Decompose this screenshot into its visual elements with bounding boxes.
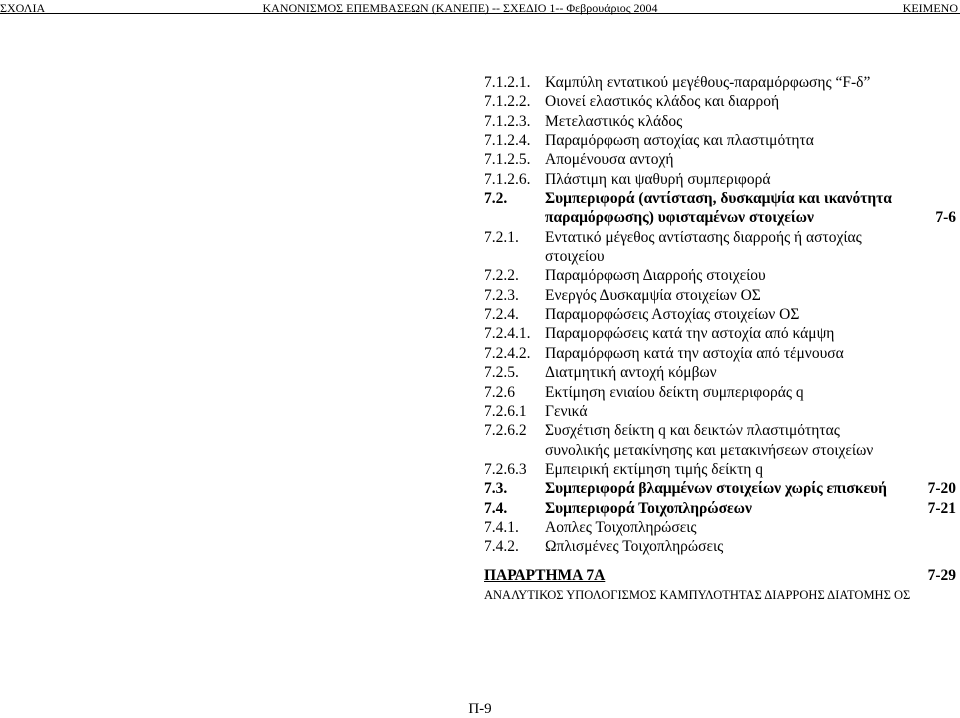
toc-entry: [0, 131, 960, 150]
toc-entry-number: 7.2.6.2: [484, 422, 527, 440]
toc-entry: [0, 73, 960, 92]
toc-entry-title: Μετελαστικός κλάδος: [545, 112, 683, 130]
toc-entry-title: Ενεργός Δυσκαμψία στοιχείων ΟΣ: [545, 286, 761, 304]
toc-entry-title: Συμπεριφορά βλαμμένων στοιχείων χωρίς επισκευή: [545, 480, 887, 498]
toc-entry-title: Οιονεί ελαστικός κλάδος και διαρροή: [545, 93, 780, 111]
toc-entry-number: 7.1.2.2.: [484, 93, 531, 111]
toc-entry-number: 7.3.: [484, 480, 508, 498]
toc-entry-number: 7.2.4.1.: [484, 325, 531, 343]
toc-entry-title: Καμπύλη εντατικού μεγέθους-παραμόρφωσης “F-δ”: [545, 74, 871, 91]
toc-entry: [0, 344, 960, 363]
toc-entry-title: Παραμορφώσεις Αστοχίας στοιχείων ΟΣ: [545, 306, 800, 324]
toc-entry-title: Εμπειρική εκτίμηση τιμής δείκτη q: [545, 460, 764, 478]
toc-entry: [0, 479, 960, 498]
toc-entry-title: Απομένουσα αντοχή: [545, 151, 674, 169]
toc-entry-number: 7.1.2.5.: [484, 151, 531, 169]
toc-entry-number: 7.1.2.6.: [484, 170, 531, 188]
toc-entry: [0, 441, 960, 460]
toc-entry-page: 7-20: [927, 480, 956, 498]
appendix-description: ΑΝΑΛΥΤΙΚΟΣ ΥΠΟΛΟΓΙΣΜΟΣ ΚΑΜΠΥΛΟΤΗΤΑΣ ΔΙΑΡΡΟΗΣ ΔΙΑΤΟΜΗΣ ΟΣ: [484, 588, 911, 602]
toc-entry: [0, 208, 960, 227]
toc-entry-number: 7.2.1.: [484, 228, 519, 246]
toc-entry: [0, 112, 960, 131]
toc-entry-title: Εκτίμηση ενιαίου δείκτη συμπεριφοράς q: [545, 383, 804, 401]
toc-entry-title: παραμόρφωσης) υφισταμένων στοιχείων: [545, 209, 814, 227]
toc-entry-number: 7.1.2.3.: [484, 112, 531, 130]
toc-entry-title: Παραμόρφωση αστοχίας και πλαστιμότητα: [545, 132, 814, 150]
toc-entry: [0, 537, 960, 556]
toc-entry-number: 7.2.6.3: [484, 460, 527, 478]
toc-entry-title: Διατμητική αντοχή κόμβων: [545, 364, 717, 382]
toc-entry-number: 7.2.6.1: [484, 402, 527, 420]
toc-entry-number: 7.4.2.: [484, 538, 519, 556]
toc-entry-title: Παραμορφώσεις κατά την αστοχία από κάμψη: [545, 325, 835, 343]
toc-entry: [0, 247, 960, 266]
toc-entry-title: Πλάστιμη και ψαθυρή συμπεριφορά: [545, 170, 771, 188]
toc-entry-title: συνολικής μετακίνησης και μετακινήσεων στοιχείων: [545, 441, 874, 459]
toc-entry-number: 7.2.4.: [484, 306, 519, 324]
toc-entry-number: 7.1.2.4.: [484, 132, 531, 150]
toc-entry-title: Ωπλισμένες Τοιχοπληρώσεις: [545, 538, 724, 556]
toc-entry-number: 7.2.3.: [484, 286, 519, 304]
toc-entry-number: 7.2.5.: [484, 364, 519, 382]
toc-entry-number: 7.4.1.: [484, 518, 519, 536]
toc-entry-title: Παραμόρφωση Διαρροής στοιχείου: [545, 267, 766, 285]
toc-entry-title: Εντατικό μέγεθος αντίστασης διαρροής ή αστοχίας: [545, 228, 862, 246]
toc-entry-number: 7.1.2.1.: [484, 74, 531, 91]
header-right-label: ΚΕΙΜΕΝΟ: [902, 1, 958, 15]
toc-entry: [0, 421, 960, 440]
toc-entry: [0, 189, 960, 208]
toc-entry: [0, 363, 960, 382]
toc-entry-title: Παραμόρφωση κατά την αστοχία από τέμνουσα: [545, 344, 844, 362]
page-number: Π-9: [468, 701, 492, 717]
toc-entry: [0, 92, 960, 111]
toc-entry: [0, 286, 960, 305]
toc-entry-title: στοιχείου: [545, 248, 605, 266]
toc-entry: [0, 228, 960, 247]
toc-entry-title: Συμπεριφορά (αντίσταση, δυσκαμψία και ικανότητα: [545, 190, 892, 208]
toc-entry-title: Συμπεριφορά Τοιχοπληρώσεων: [545, 499, 752, 517]
toc-entry-number: 7.2.4.2.: [484, 344, 531, 362]
toc-entry: [0, 499, 960, 518]
toc-entry: [0, 266, 960, 285]
appendix-heading: [484, 566, 956, 586]
toc-entry: [0, 518, 960, 537]
toc-entry-page: 7-6: [935, 209, 956, 227]
header-rule: [0, 13, 960, 14]
toc-entry-page: 7-21: [927, 499, 956, 517]
toc-entry: [0, 305, 960, 324]
toc-entry-number: 7.4.: [484, 499, 508, 517]
appendix-page-ref: 7-29: [927, 567, 956, 584]
toc-entry: [0, 150, 960, 169]
toc-entry-title: Συσχέτιση δείκτη q και δεικτών πλαστιμότητας: [545, 422, 840, 440]
header-left-label: ΣΧΟΛΙΑ: [0, 1, 46, 15]
header-center-title: ΚΑΝΟΝΙΣΜΟΣ ΕΠΕΜΒΑΣΕΩΝ (ΚΑΝΕΠΕ) -- ΣΧΕΔΙΟ 1-- Φεβρουάριος 2004: [262, 1, 658, 15]
toc-entry: [0, 170, 960, 189]
toc-entry-title: Γενικά: [545, 402, 588, 420]
toc-entry: [0, 383, 960, 402]
toc-entry: [0, 460, 960, 479]
toc-entry: [0, 324, 960, 343]
toc-entry-title: Αοπλες Τοιχοπληρώσεις: [545, 518, 697, 536]
toc-entry: [0, 402, 960, 421]
appendix-title: ΠΑΡΑΡΤΗΜΑ 7Α: [484, 567, 606, 584]
table-of-contents: [0, 73, 960, 557]
toc-entry-number: 7.2.2.: [484, 267, 519, 285]
toc-entry-number: 7.2.: [484, 190, 508, 208]
toc-entry-number: 7.2.6: [484, 383, 515, 401]
